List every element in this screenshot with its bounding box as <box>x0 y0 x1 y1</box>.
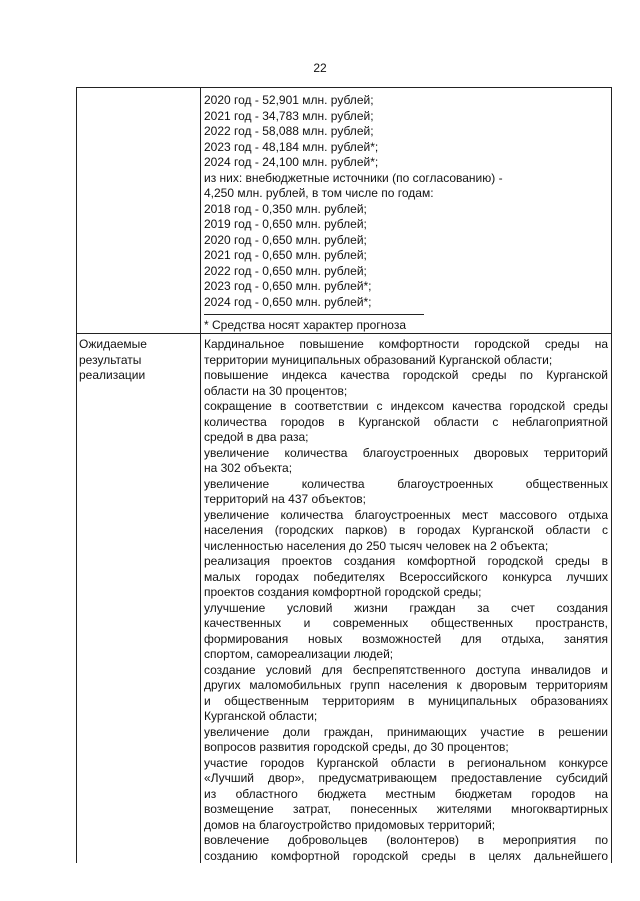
column-divider <box>200 87 201 863</box>
results-line: других маломобильных групп населения к дворовым территориям <box>204 678 608 692</box>
results-line: возмещение затрат, понесенных жителями многоквартирных <box>204 802 608 816</box>
table-top-border <box>76 87 612 88</box>
financing-line: 2023 год - 48,184 млн. рублей*; <box>204 139 379 154</box>
financing-cell <box>204 93 608 310</box>
results-line: вовлечение добровольцев (волонтеров) в мероприятия по <box>204 833 608 847</box>
financing-line: 2018 год - 0,350 млн. рублей; <box>204 201 367 216</box>
financing-line: 2021 год - 0,650 млн. рублей; <box>204 248 367 262</box>
results-line: из областного бюджета местным бюджетам городов на <box>204 786 608 801</box>
results-line: территорий на 437 объектов; <box>204 492 366 506</box>
financing-line: 2023 год - 0,650 млн. рублей*; <box>204 279 372 293</box>
results-line: проектов создания комфортной городской среды; <box>204 585 482 599</box>
results-line: улучшение условий жизни граждан за счет создания <box>204 600 608 615</box>
results-line: на 302 объекта; <box>204 461 293 475</box>
results-line: сокращение в соответствии с индексом качества городской среды <box>204 399 608 413</box>
financing-line: 2022 год - 0,650 млн. рублей; <box>204 263 367 278</box>
results-line: населения (городских парков) в городах Курганской области с <box>204 523 608 537</box>
financing-line: 2019 год - 0,650 млн. рублей; <box>204 217 367 231</box>
results-line: численностью населения до 250 тысяч человек на 2 объекта; <box>204 538 549 553</box>
results-line: средой в два раза; <box>204 430 309 444</box>
results-line: вопросов развития городской среды, до 30 процентов; <box>204 740 509 754</box>
financing-line: 2024 год - 0,650 млн. рублей*; <box>204 294 372 309</box>
results-line: и общественным территориям в муниципальных образованиях <box>204 693 608 708</box>
results-line: спортом, самореализации людей; <box>204 647 394 661</box>
results-line: Курганской области; <box>204 709 318 723</box>
results-line: участие городов Курганской области в региональном конкурсе <box>204 755 608 770</box>
results-line: реализация проектов создания комфортной городской среды в <box>204 554 608 568</box>
results-line: области на 30 процентов; <box>204 383 348 398</box>
passport-table <box>76 87 612 863</box>
results-line: повышение индекса качества городской среды по Курганской <box>204 368 608 382</box>
label-line: Ожидаемые <box>79 337 147 351</box>
row-label-expected-results <box>79 337 197 384</box>
results-line: создание условий для беспрепятственного доступа инвалидов и <box>204 662 608 677</box>
expected-results-cell <box>204 337 608 864</box>
financing-line: 4,250 млн. рублей, в том числе по годам: <box>204 186 434 200</box>
label-line: реализации <box>79 368 146 382</box>
results-line: территории муниципальных образований Курганской области; <box>204 352 553 367</box>
results-line: увеличение количества благоустроенных общественных <box>204 476 608 491</box>
results-line: увеличение количества благоустроенных дворовых территорий <box>204 445 608 460</box>
footnote: * Средства носят характер прогноза <box>204 318 407 332</box>
results-line: увеличение количества благоустроенных мест массового отдыха <box>204 507 608 522</box>
financing-line: 2024 год - 24,100 млн. рублей*; <box>204 155 379 169</box>
results-line: малых городах победителях Всероссийского конкурса лучших <box>204 569 608 584</box>
financing-line: 2021 год - 34,783 млн. рублей; <box>204 108 374 123</box>
table-left-border <box>76 87 77 863</box>
results-line: Кардинальное повышение комфортности городской среды на <box>204 337 608 351</box>
label-line: результаты <box>79 352 142 367</box>
footnote-rule <box>204 314 424 315</box>
financing-line: из них: внебюджетные источники (по согласованию) - <box>204 170 503 185</box>
row-divider <box>76 333 612 334</box>
results-line: формирования новых возможностей для отдыха, занятия <box>204 631 608 646</box>
results-line: «Лучший двор», предусматривающем предоставление субсидий <box>204 771 608 785</box>
financing-line: 2022 год - 58,088 млн. рублей; <box>204 124 374 138</box>
table-right-border <box>611 87 612 863</box>
results-line: количества городов в Курганской области с неблагоприятной <box>204 414 608 429</box>
financing-line: 2020 год - 52,901 млн. рублей; <box>204 93 374 107</box>
results-line: домов на благоустройство придомовых территорий; <box>204 817 496 832</box>
results-line: созданию комфортной городской среды в целях дальнейшего <box>204 848 608 863</box>
results-line: увеличение доли граждан, принимающих участие в решении <box>204 724 608 739</box>
results-line: качественных и современных общественных пространств, <box>204 616 608 630</box>
page-number: 22 <box>313 61 327 75</box>
financing-line: 2020 год - 0,650 млн. рублей; <box>204 232 367 247</box>
